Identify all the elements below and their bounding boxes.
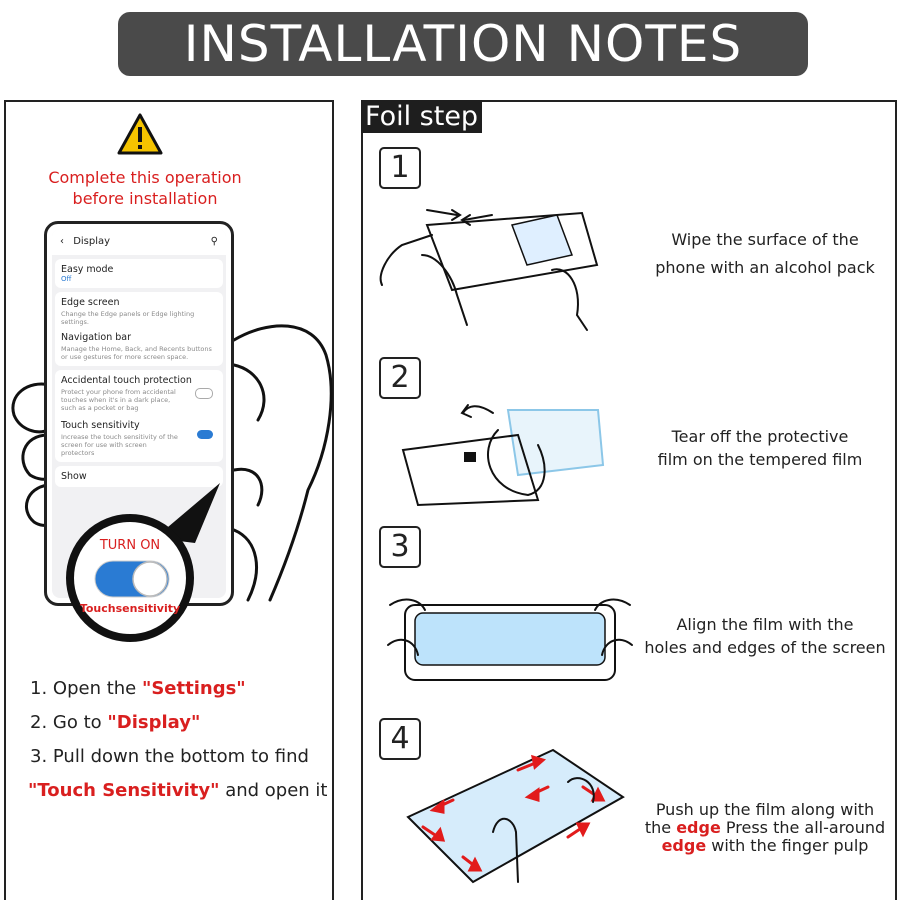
toggle-switch-large[interactable] — [94, 560, 170, 598]
caption-line: phone with an alcohol pack — [655, 258, 875, 277]
title-banner — [118, 12, 808, 76]
press-illustration — [398, 742, 648, 892]
instruction-highlight: "Settings" — [141, 678, 246, 699]
setting-desc: Manage the Home, Back, and Recents buttons or use gestures for more screen space. — [61, 345, 212, 361]
step-number-2: 2 — [379, 357, 421, 399]
caption-line: holes and edges of the screen — [644, 638, 886, 657]
caption-highlight: edge — [676, 818, 721, 837]
step-2-caption — [645, 426, 875, 471]
banner-title: INSTALLATION NOTES — [183, 15, 743, 73]
step-number-4: 4 — [379, 718, 421, 760]
wipe-illustration — [372, 195, 622, 335]
setting-desc: Change the Edge panels or Edge lighting settings. — [61, 310, 195, 326]
setting-title: Navigation bar — [61, 332, 132, 343]
instruction-text: 1. Open the — [30, 678, 142, 699]
align-illustration — [380, 585, 640, 690]
setting-accidental-touch[interactable] — [55, 370, 223, 462]
instruction-text: and open it — [219, 780, 328, 801]
search-icon[interactable]: ⚲ — [210, 236, 218, 247]
back-icon[interactable]: ‹ — [60, 236, 64, 247]
caption-line — [640, 837, 890, 855]
step-1-caption — [645, 229, 885, 279]
setting-edge-screen[interactable] — [55, 292, 223, 366]
step-number-1: 1 — [379, 147, 421, 189]
instruction-3: 3. Pull down the bottom to find — [30, 746, 309, 767]
display-header — [52, 229, 226, 255]
caption-line — [640, 819, 890, 837]
caption-highlight: edge — [661, 836, 707, 855]
setting-value: Off — [61, 275, 72, 283]
caption-text: Press the all-around — [720, 818, 886, 837]
caption-text: with the finger pulp — [706, 836, 869, 855]
caption-line: Push up the film along with — [655, 800, 875, 819]
caption-line: Align the film with the — [676, 615, 854, 634]
setting-title: Accidental touch protection — [61, 375, 192, 386]
setting-title: Easy mode — [61, 264, 114, 275]
caption-text: the — [644, 818, 677, 837]
caption-line: film on the tempered film — [657, 450, 863, 469]
warning-line-1: Complete this operation — [48, 168, 242, 187]
turn-on-label: TURN ON — [99, 538, 161, 553]
step-number-3: 3 — [379, 526, 421, 568]
magnifier-circle — [66, 514, 194, 642]
instruction-highlight: "Display" — [107, 712, 201, 733]
caption-line: Wipe the surface of the — [671, 230, 859, 249]
instruction-text: 2. Go to — [30, 712, 108, 733]
setting-title: Touch sensitivity — [61, 420, 140, 431]
setting-desc: Protect your phone from accidental touches when it's in a dark place, such as a pocket or bag — [61, 388, 176, 412]
instruction-highlight: "Touch Sensitivity" — [28, 780, 220, 801]
setting-easy-mode[interactable] — [55, 259, 223, 288]
peel-illustration — [398, 395, 608, 515]
display-header-title: Display — [73, 236, 111, 247]
warning-icon — [116, 112, 164, 156]
touch-sensitivity-caption: Touchsensitivity — [79, 602, 181, 615]
toggle-off[interactable] — [195, 388, 213, 399]
step-4-caption — [640, 801, 890, 855]
setting-desc: Increase the touch sensitivity of the screen for use with screen protectors — [61, 433, 178, 457]
toggle-on[interactable] — [197, 430, 213, 439]
foil-step-heading: Foil step — [361, 100, 482, 133]
step-3-caption — [640, 614, 890, 659]
instruction-1 — [30, 672, 330, 706]
warning-line-2: before installation — [72, 189, 218, 208]
caption-line: Tear off the protective — [671, 427, 849, 446]
setting-title: Show — [61, 471, 87, 482]
instruction-2 — [30, 706, 330, 740]
setting-title: Edge screen — [61, 297, 120, 308]
instruction-list — [30, 672, 330, 808]
instruction-4 — [28, 774, 330, 808]
